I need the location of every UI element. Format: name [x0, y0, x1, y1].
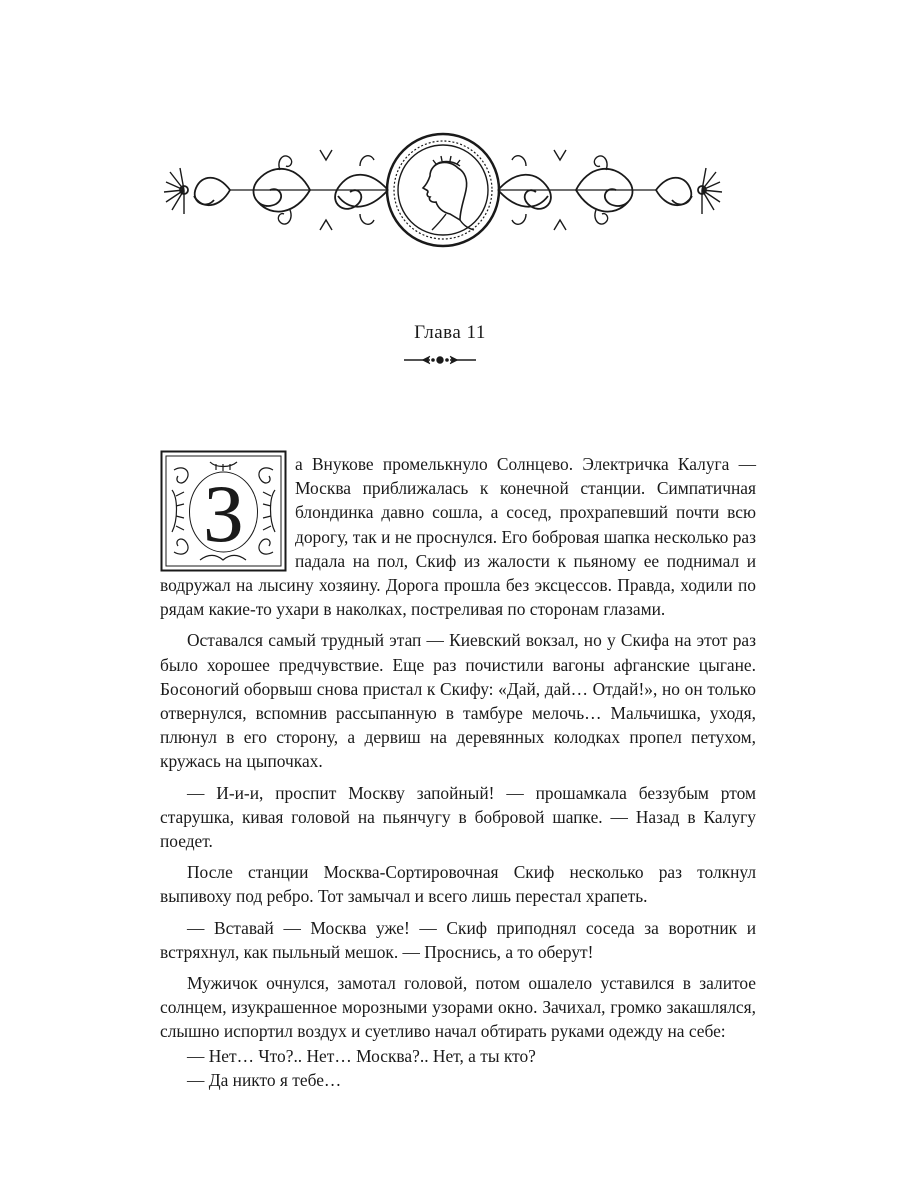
- fleuron-divider-icon: [402, 352, 478, 368]
- cameo-portrait-ornament-icon: [160, 130, 725, 250]
- paragraph: — Нет… Что?.. Нет… Москва?.. Нет, а ты кто?: [187, 1045, 536, 1066]
- paragraph: Оставался самый трудный этап — Киевский вокзал, но у Скифа на этот раз было хорошее предчувствие. Еще раз почистили вагоны афганские цыгане. Босоногий оборвыш снова пристал к Скифу: «Дай, дай… Отдай!», но он только отвернулся, вспомнив рассыпанную в тамбуре мелочь… Мальчишка, уходя, плюнул в его сторону, а дервиш на деревянных колодках пропел петухом, кружась на цыпочках.: [160, 630, 756, 772]
- chapter-title: Глава 11: [414, 322, 486, 343]
- paragraph: — Вставай — Москва уже! — Скиф приподнял соседа за воротник и встряхнул, как пыльный мешок. — Проснись, а то оберут!: [160, 917, 756, 962]
- paragraph: — И-и-и, проспит Москву запойный! — прошамкала беззубым ртом старушка, кивая головой на пьянчугу в бобровой шапке. — Назад в Калугу поедет.: [160, 782, 756, 852]
- drop-cap-letter: З: [202, 468, 245, 559]
- paragraph: После станции Москва-Сортировочная Скиф несколько раз толкнул выпивоху под ребро. Тот замычал и всего лишь перестал храпеть.: [160, 862, 756, 907]
- paragraph: а Внукове промелькнуло Солнцево. Электричка Калуга — Москва приближалась к конечной станции. Симпатичная блондинка давно сошла, а сосед, прохрапевший почти всю дорогу, так и не проснулся. Его бобровая шапка несколько раз падала на пол, Скиф из жалости к пьяному ее поднимал и водружал на лысину хозяину. Дорога прошла без эксцессов. Правда, ходили по рядам какие-то ухари в наколках, постреливая по сторонам глазами.: [160, 454, 756, 620]
- drop-cap: [160, 450, 287, 572]
- paragraph: Мужичок очнулся, замотал головой, потом ошалело уставился в залитое солнцем, изукрашенное морозными узорами окно. Зачихал, громко закашлялся, слышно испортил воздух и суетливо начал обтирать руками одежду на себе:: [160, 973, 756, 1042]
- paragraph: — Да никто я тебе…: [187, 1069, 342, 1090]
- chapter-body: [160, 450, 756, 1092]
